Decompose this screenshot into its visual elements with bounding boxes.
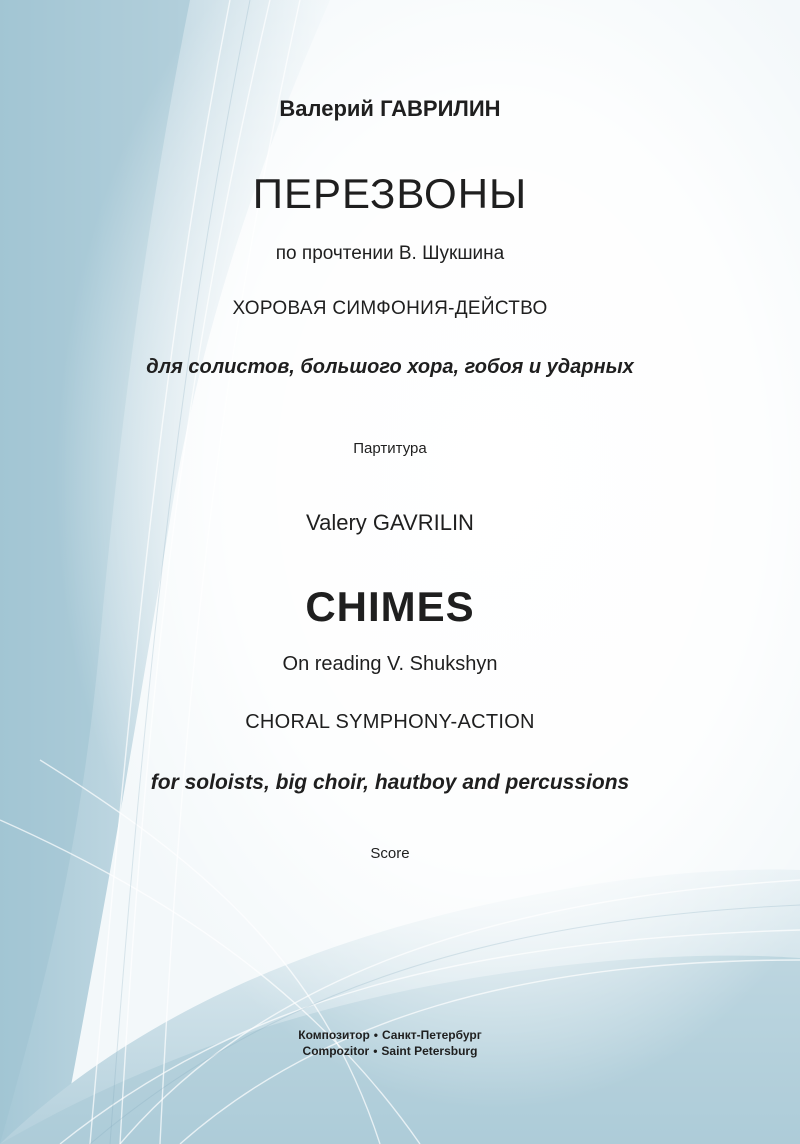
work-title-en: CHIMES bbox=[305, 583, 475, 630]
genre-en: CHORAL SYMPHONY-ACTION bbox=[245, 711, 535, 733]
author-name-en: Valery GAVRILIN bbox=[306, 510, 474, 535]
separator-dot: • bbox=[373, 1044, 378, 1058]
instrumentation-en: for soloists, big choir, hautboy and percussions bbox=[150, 771, 630, 794]
publisher-name-en: Compozitor bbox=[302, 1044, 370, 1058]
work-title-ru: ПЕРЕЗВОНЫ bbox=[252, 170, 528, 217]
publisher-line-ru bbox=[0, 1027, 780, 1043]
subtitle-ru: по прочтении В. Шукшина bbox=[275, 243, 505, 264]
publisher-city-en: Saint Petersburg bbox=[381, 1044, 478, 1058]
instrumentation-ru: для солистов, большого хора, гобоя и ударных bbox=[146, 356, 634, 378]
publisher-line-en bbox=[0, 1043, 780, 1059]
publisher-city-ru: Санкт-Петербург bbox=[381, 1028, 482, 1042]
separator-dot: • bbox=[373, 1028, 378, 1042]
subtitle-en: On reading V. Shukshyn bbox=[282, 653, 498, 675]
publisher-name-ru: Композитор bbox=[298, 1028, 370, 1042]
score-label-ru: Партитура bbox=[353, 440, 427, 457]
score-label-en: Score bbox=[370, 845, 410, 862]
author-name-ru: Валерий ГАВРИЛИН bbox=[279, 96, 501, 121]
genre-ru: ХОРОВАЯ СИМФОНИЯ-ДЕЙСТВО bbox=[232, 298, 548, 319]
